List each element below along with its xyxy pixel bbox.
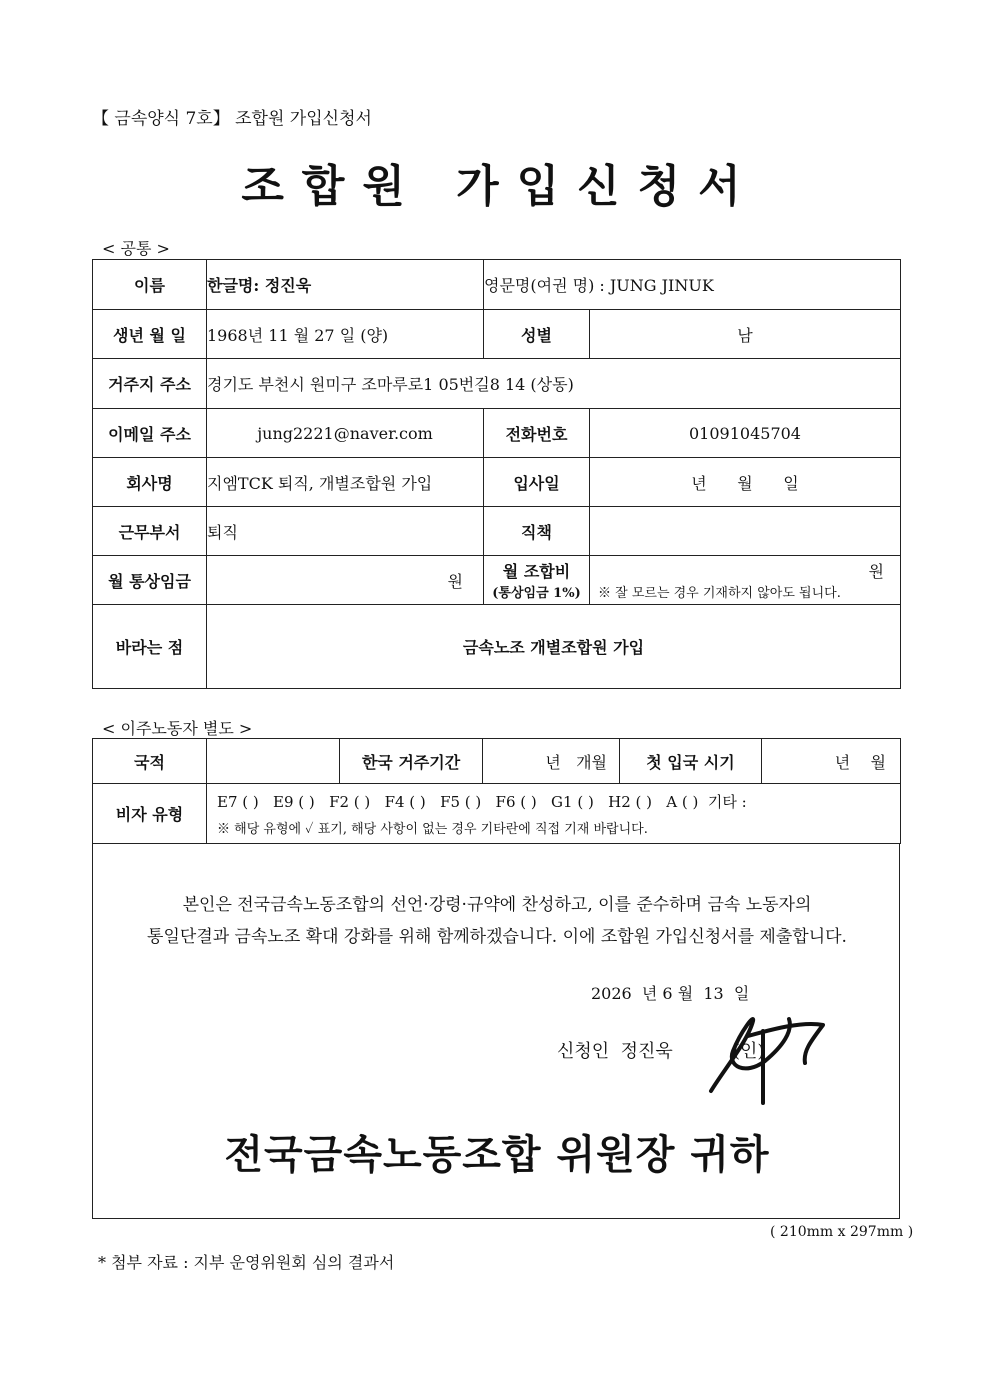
nationality-row — [93, 739, 901, 784]
phone-value: 01091045704 — [590, 409, 901, 458]
name-row — [93, 260, 901, 310]
gender-label: 성별 — [484, 310, 590, 359]
application-date: 2026 년 6 월 13 일 — [591, 984, 750, 1003]
wish-row — [93, 605, 901, 689]
paper-size: ( 210mm x 297mm ) — [770, 1224, 914, 1240]
name-korean: 한글명: 정진욱 — [207, 260, 484, 310]
wage-label: 월 통상임금 — [93, 556, 207, 605]
address-label: 거주지 주소 — [93, 359, 207, 409]
seal-mark: (인) — [733, 1041, 765, 1062]
hire-date-value: 년 월 일 — [590, 458, 901, 507]
first-entry-value: 년 월 — [762, 739, 901, 784]
nationality-label: 국적 — [93, 739, 207, 784]
visa-row — [93, 784, 901, 844]
union-fee-label-text: 월 조합비 — [502, 562, 571, 581]
declaration-box — [92, 843, 900, 1219]
union-fee-unit: 원 — [868, 562, 884, 581]
common-info-table — [92, 259, 901, 689]
department-row — [93, 507, 901, 556]
birth-row — [93, 310, 901, 359]
union-fee-note: ※ 잘 모르는 경우 기재하지 않아도 됩니다. — [598, 586, 841, 601]
department-label: 근무부서 — [93, 507, 207, 556]
birth-label: 생년 월 일 — [93, 310, 207, 359]
gender-value: 남 — [590, 310, 901, 359]
email-value: jung2221@naver.com — [207, 409, 484, 458]
visa-note: ※ 해당 유형에 ✓ 표기, 해당 사항이 없는 경우 기타란에 직접 기재 바랍니다. — [217, 821, 648, 837]
stay-period-label: 한국 거주기간 — [340, 739, 483, 784]
migrant-section-label: < 이주노동자 별도 > — [102, 719, 253, 738]
wish-value: 금속노조 개별조합원 가입 — [207, 605, 901, 689]
addressee: 전국금속노동조합 위원장 귀하 — [224, 1131, 770, 1178]
email-row — [93, 409, 901, 458]
signature-image — [693, 991, 833, 1111]
name-label: 이름 — [93, 260, 207, 310]
wage-row — [93, 556, 901, 605]
address-value: 경기도 부천시 원미구 조마루로1 05번길8 14 (상동) — [207, 359, 901, 409]
name-english: 영문명(여권 명) : JUNG JINUK — [484, 260, 901, 310]
email-label: 이메일 주소 — [93, 409, 207, 458]
union-fee-label-sub: (통상임금 1%) — [492, 586, 581, 601]
union-fee-label — [484, 556, 590, 605]
applicant-name: 신청인 정진욱 — [557, 1041, 673, 1062]
wish-label: 바라는 점 — [93, 605, 207, 689]
company-row — [93, 458, 901, 507]
nationality-value — [207, 739, 340, 784]
position-label: 직책 — [484, 507, 590, 556]
union-fee-value — [590, 556, 901, 605]
phone-label: 전화번호 — [484, 409, 590, 458]
document-title: 조합원 가입신청서 — [241, 161, 759, 212]
address-row — [93, 359, 901, 409]
company-value: 지엠TCK 퇴직, 개별조합원 가입 — [207, 458, 484, 507]
hire-date-label: 입사일 — [484, 458, 590, 507]
declaration-line-2: 통일단결과 금속노조 확대 강화를 위해 함께하겠습니다. 이에 조합원 가입신청서를 제출합니다. — [147, 927, 847, 947]
department-value: 퇴직 — [207, 507, 484, 556]
visa-options: E7 ( ) E9 ( ) F2 ( ) F4 ( ) F5 ( ) F6 ( ) G1 ( ) H2 ( ) A ( ) 기타 : — [217, 792, 747, 811]
attachment-note: * 첨부 자료 : 지부 운영위원회 심의 결과서 — [98, 1253, 395, 1272]
first-entry-label: 첫 입국 시기 — [620, 739, 762, 784]
company-label: 회사명 — [93, 458, 207, 507]
birth-value: 1968년 11 월 27 일 (양) — [207, 310, 484, 359]
position-value — [590, 507, 901, 556]
form-label: 【 금속양식 7호】 조합원 가입신청서 — [92, 109, 372, 129]
migrant-info-table — [92, 738, 901, 844]
common-section-label: < 공통 > — [102, 239, 170, 258]
visa-value — [207, 784, 901, 844]
stay-period-value: 년 개월 — [483, 739, 620, 784]
wage-value: 원 — [207, 556, 484, 605]
declaration-line-1: 본인은 전국금속노동조합의 선언·강령·규약에 찬성하고, 이를 준수하며 금속 노동자의 — [182, 895, 812, 915]
visa-label: 비자 유형 — [93, 784, 207, 844]
